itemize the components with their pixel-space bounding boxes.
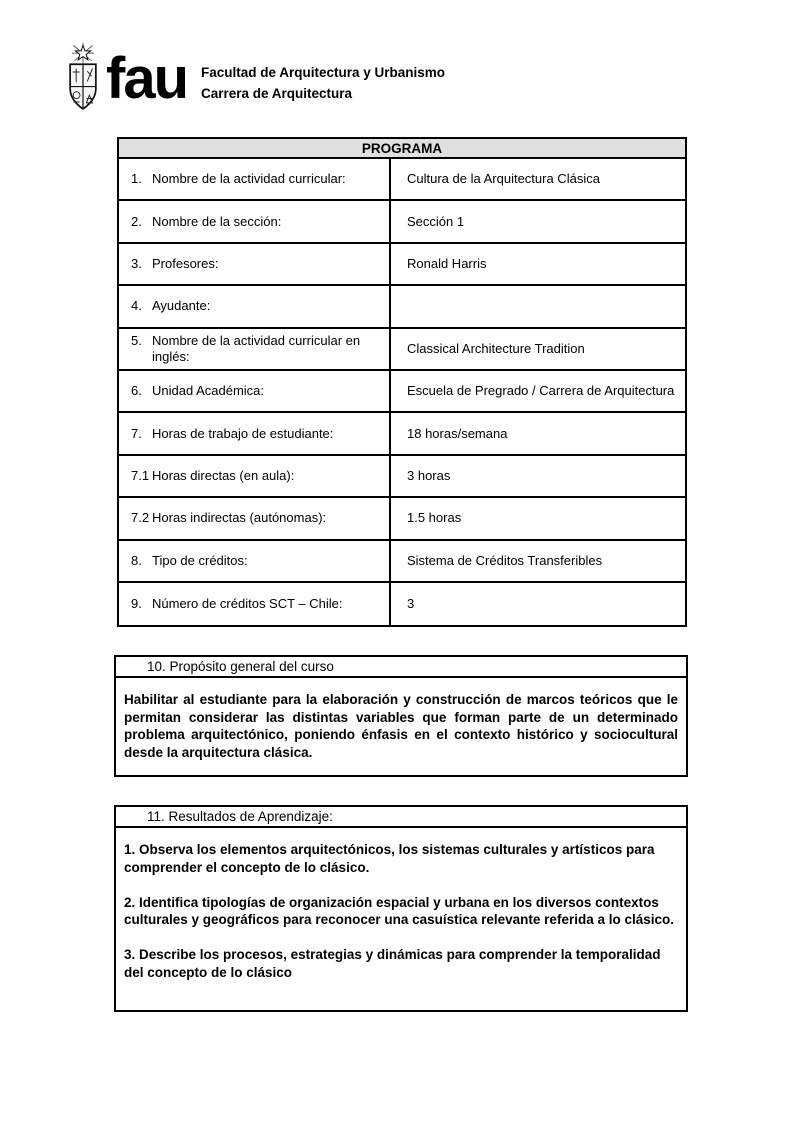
row-number: 7.2 (131, 510, 150, 526)
section-resultados-aprendizaje (114, 805, 688, 1012)
row-number: 9. (131, 596, 142, 612)
section-11-title: 11. Resultados de Aprendizaje: (116, 807, 686, 828)
row-value: Sección 1 (389, 201, 685, 241)
career-name: Carrera de Arquitectura (201, 86, 353, 101)
row-label: Horas directas (en aula): (152, 467, 295, 483)
row-label: Ayudante: (152, 298, 211, 314)
row-label: Horas de trabajo de estudiante: (152, 425, 334, 441)
table-row-horas-directas (119, 456, 685, 498)
table-row-seccion (119, 201, 685, 243)
table-row-nombre-actividad (119, 159, 685, 201)
row-value: Cultura de la Arquitectura Clásica (389, 159, 685, 199)
program-table-title: PROGRAMA (119, 139, 685, 159)
table-row-unidad-academica (119, 371, 685, 413)
row-number: 5. (131, 332, 142, 348)
row-label: Horas indirectas (autónomas): (152, 510, 327, 526)
row-number: 7. (131, 425, 142, 441)
row-value: Escuela de Pregrado / Carrera de Arquitectura (389, 371, 685, 411)
section-10-title: 10. Propósito general del curso (116, 657, 686, 678)
brand-text (201, 62, 445, 104)
row-number: 8. (131, 552, 142, 568)
row-value: Ronald Harris (389, 244, 685, 284)
table-row-numero-creditos (119, 583, 685, 625)
table-row-ayudante (119, 286, 685, 328)
table-row-profesores (119, 244, 685, 286)
row-value (389, 286, 685, 326)
row-value: 3 horas (389, 456, 685, 496)
table-row-horas-trabajo (119, 413, 685, 455)
row-number: 3. (131, 255, 142, 271)
row-label: Tipo de créditos: (152, 552, 248, 568)
university-crest-icon (64, 42, 102, 114)
row-number: 1. (131, 171, 142, 187)
row-label: Profesores: (152, 255, 219, 271)
row-value: 3 (389, 583, 685, 625)
program-table (117, 137, 687, 627)
fau-logo: fau (106, 46, 187, 111)
section-proposito-general (114, 655, 688, 777)
row-number: 7.1 (131, 467, 150, 483)
row-number: 2. (131, 213, 142, 229)
table-row-horas-indirectas (119, 498, 685, 540)
table-row-tipo-creditos (119, 541, 685, 583)
row-number: 4. (131, 298, 142, 314)
section-11-body (116, 828, 686, 981)
table-row-nombre-ingles (119, 329, 685, 371)
brand-header (64, 42, 445, 114)
faculty-name: Facultad de Arquitectura y Urbanismo (201, 65, 446, 80)
row-label: Nombre de la sección: (152, 213, 282, 229)
row-value: 1.5 horas (389, 498, 685, 538)
learning-outcome-item: 2. Identifica tipologías de organización espacial y urbana en los diversos contextos culturales y geográficos para reconocer una casuística relevante referida a lo clásico. (124, 894, 674, 927)
row-value: 18 horas/semana (389, 413, 685, 453)
row-label: Número de créditos SCT – Chile: (152, 596, 343, 612)
learning-outcome-item: 1. Observa los elementos arquitectónicos, los sistemas culturales y artísticos para comprender el concepto de lo clásico. (124, 842, 655, 875)
learning-outcome-item: 3. Describe los procesos, estrategias y dinámicas para comprender la temporalidad del concepto de lo clásico (124, 947, 661, 980)
row-label: Nombre de la actividad curricular: (152, 171, 346, 187)
row-value: Classical Architecture Tradition (389, 329, 685, 369)
section-10-body: Habilitar al estudiante para la elaboración y construcción de marcos teóricos que le permitan considerar las distintas variables que forman parte de un determinado problema arquitectónico, poniendo énfasis en el contexto histórico y sociocultural desde la arquitectura clásica. (124, 692, 678, 760)
row-label: Nombre de la actividad curricular en inglés: (152, 332, 361, 364)
row-number: 6. (131, 383, 142, 399)
row-value: Sistema de Créditos Transferibles (389, 541, 685, 581)
row-label: Unidad Académica: (152, 383, 265, 399)
